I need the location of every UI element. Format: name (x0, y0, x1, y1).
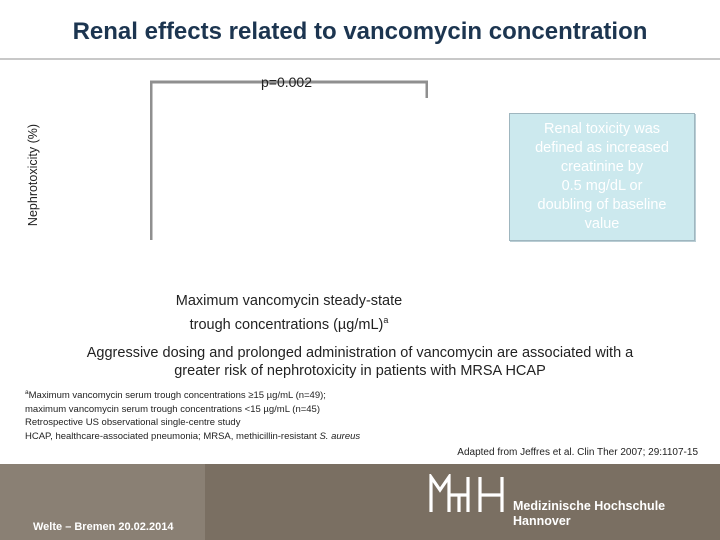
footnote-line (25, 430, 585, 444)
footnote-line: Retrospective US observational single-centre study (25, 417, 241, 429)
p-value-label: p=0.002 (261, 74, 312, 90)
footnote-marker: a (383, 315, 389, 325)
title-bar (0, 0, 720, 58)
callout-line: creatinine by (560, 159, 644, 175)
footnote-text: HCAP, healthcare-associated pneumonia; MRSA, methicillin-resistant (25, 430, 320, 442)
slide-title: Renal effects related to vancomycin concentration (72, 18, 648, 45)
callout-line: value (584, 216, 620, 232)
conclusion-line: greater risk of nephrotoxicity in patients with MRSA HCAP (174, 363, 546, 379)
institution-line: Medizinische Hochschule (513, 499, 666, 513)
institution-name (513, 499, 665, 529)
y-axis-label: Nephrotoxicity (%) (26, 123, 40, 227)
callout-line: defined as increased (535, 140, 669, 156)
footnote-line: maximum vancomycin serum trough concentrations <15 µg/mL (n=45) (25, 403, 321, 415)
title-divider (0, 58, 720, 60)
source-citation: Adapted from Jeffres et al. Clin Ther 2007; 29:1107-15 (457, 447, 698, 458)
callout-line: Renal toxicity was (543, 121, 661, 137)
x-axis-label (150, 292, 428, 335)
footnote-italic: S. aureus (319, 430, 361, 442)
conclusion-line: Aggressive dosing and prolonged administration of vancomycin are associated with a (86, 345, 634, 361)
definition-callout (509, 113, 695, 241)
callout-line: 0.5 mg/dL or (561, 178, 643, 194)
x-axis-label-line: Maximum vancomycin steady-state (175, 293, 403, 309)
footnotes (25, 386, 585, 443)
mhh-logo (428, 474, 518, 514)
institution-line: Hannover (513, 514, 571, 528)
x-axis-label-text: trough concentrations (µg/mL) (189, 316, 384, 333)
significance-bracket (150, 80, 428, 240)
footnote-marker: a (25, 389, 29, 396)
callout-line: doubling of baseline (537, 197, 667, 213)
footnote-text: Maximum vancomycin serum trough concentrations ≥15 µg/mL (n=49); (28, 390, 326, 402)
x-axis-label-line (150, 311, 428, 335)
footnote-line (25, 386, 585, 403)
presenter-date: Welte – Bremen 20.02.2014 (33, 521, 174, 533)
conclusion-text (40, 344, 680, 380)
